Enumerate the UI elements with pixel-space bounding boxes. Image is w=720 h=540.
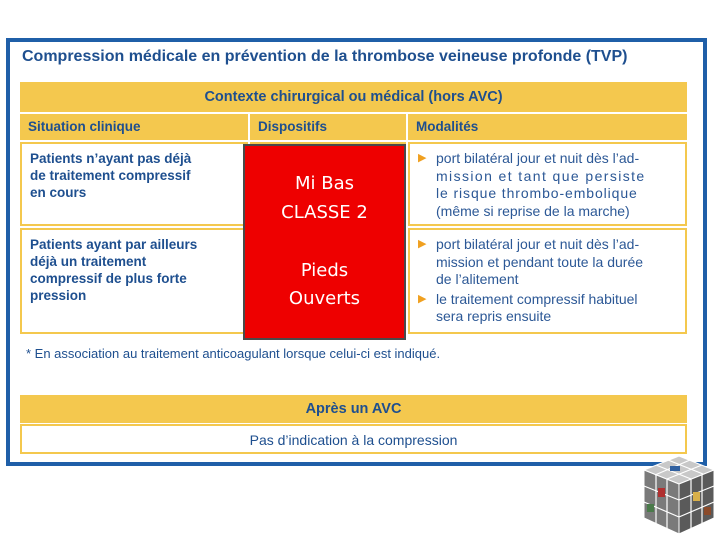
modalite-item [410, 236, 685, 289]
row2-situation-line: pression [30, 288, 87, 303]
modalite-line: mission et tant que persiste [436, 167, 646, 184]
modalite-item [410, 291, 685, 326]
row2-situation-line: déjà un traitement [30, 254, 147, 269]
arrow-right-icon: ▶ [418, 238, 427, 250]
modalite-line: mission et pendant toute la durée [436, 253, 644, 270]
modalite-line: de l’alitement [436, 271, 519, 287]
row1-situation-line: en cours [30, 185, 87, 200]
modalite-line: (même si reprise de la marche) [436, 202, 630, 219]
row1-situation-line: de traitement compressif [30, 168, 191, 183]
overlay-line: CLASSE 2 [281, 202, 368, 223]
modalite-line: le risque thrombo-embolique [436, 185, 638, 201]
overlay-line: Pieds [300, 260, 349, 281]
row1-situation [20, 142, 248, 226]
row1-modalites [408, 142, 687, 226]
modalite-line: sera repris ensuite [436, 308, 552, 324]
overlay-line: Ouverts [288, 288, 361, 309]
row2-situation [20, 228, 248, 334]
modalite-line: port bilatéral jour et nuit dès l’ad- [436, 236, 640, 252]
arrow-right-icon: ▶ [418, 152, 427, 164]
column-header-dispositifs: Dispositifs [250, 114, 406, 140]
modalite-item [410, 150, 685, 220]
document-title: Compression médicale en prévention de la thrombose veineuse profonde (TVP) [22, 48, 628, 65]
photo-cube-icon [640, 452, 718, 538]
section-header-top: Contexte chirurgical ou médical (hors AVC) [20, 82, 687, 112]
column-header-situation: Situation clinique [20, 114, 248, 140]
modalite-line: port bilatéral jour et nuit dès l’ad- [436, 150, 640, 166]
row2-modalites [408, 228, 687, 334]
modalite-line: le traitement compressif habituel [436, 290, 638, 307]
section-header-bottom: Après un AVC [20, 395, 687, 423]
column-header-modalites: Modalités [408, 114, 687, 140]
overlay-line: Mi Bas [294, 173, 354, 194]
row1-situation-line: Patients n’ayant pas déjà [30, 151, 192, 166]
row2-situation-line: Patients ayant par ailleurs [30, 237, 198, 252]
footnote: * En association au traitement anticoagulant lorsque celui-ci est indiqué. [26, 346, 441, 361]
overlay-annotation-box [243, 144, 406, 340]
arrow-right-icon: ▶ [418, 292, 427, 305]
bottom-text: Pas d’indication à la compression [20, 424, 687, 454]
row2-situation-line: compressif de plus forte [30, 271, 187, 286]
